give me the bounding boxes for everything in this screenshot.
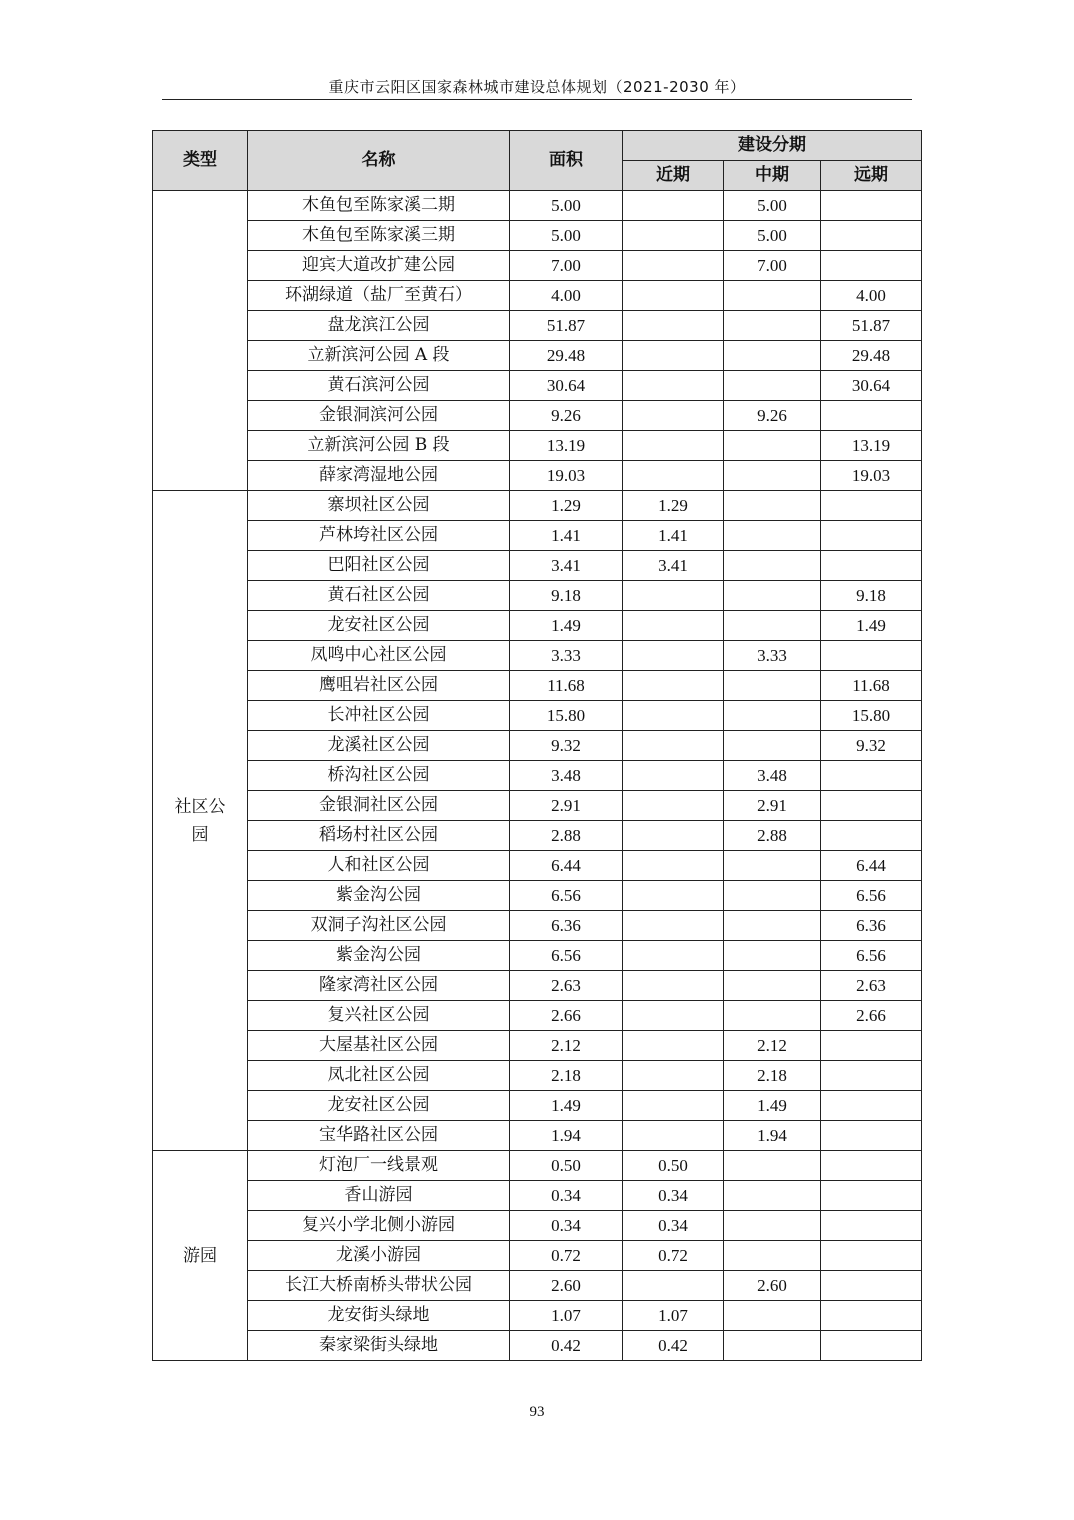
area-cell: 6.56 — [510, 941, 623, 971]
table-row — [153, 1241, 922, 1271]
mid-term-cell: 1.49 — [724, 1091, 821, 1121]
near-term-cell — [623, 911, 724, 941]
table-row — [153, 1211, 922, 1241]
type-label: 游园 — [183, 1245, 217, 1266]
near-term-cell — [623, 461, 724, 491]
mid-term-cell — [724, 1001, 821, 1031]
header-mid: 中期 — [724, 161, 821, 191]
area-cell: 0.34 — [510, 1181, 623, 1211]
table-row — [153, 221, 922, 251]
mid-term-cell: 2.91 — [724, 791, 821, 821]
near-term-cell: 0.42 — [623, 1331, 724, 1361]
name-cell: 薛家湾湿地公园 — [248, 461, 510, 491]
table-row — [153, 941, 922, 971]
long-term-cell — [821, 401, 922, 431]
page-header-title: 重庆市云阳区国家森林城市建设总体规划（2021-2030 年） — [328, 78, 746, 96]
mid-term-cell — [724, 1301, 821, 1331]
table-row — [153, 281, 922, 311]
table-row — [153, 191, 922, 221]
long-term-cell — [821, 821, 922, 851]
near-term-cell — [623, 1031, 724, 1061]
table-row — [153, 341, 922, 371]
long-term-cell: 29.48 — [821, 341, 922, 371]
mid-term-cell — [724, 701, 821, 731]
name-cell: 香山游园 — [248, 1181, 510, 1211]
header-near: 近期 — [623, 161, 724, 191]
mid-term-cell — [724, 611, 821, 641]
mid-term-cell — [724, 911, 821, 941]
mid-term-cell — [724, 341, 821, 371]
table-row — [153, 701, 922, 731]
mid-term-cell — [724, 521, 821, 551]
area-cell: 3.33 — [510, 641, 623, 671]
near-term-cell — [623, 821, 724, 851]
area-cell: 1.94 — [510, 1121, 623, 1151]
near-term-cell: 0.34 — [623, 1211, 724, 1241]
mid-term-cell — [724, 971, 821, 1001]
area-cell: 19.03 — [510, 461, 623, 491]
area-cell: 0.42 — [510, 1331, 623, 1361]
area-cell: 9.18 — [510, 581, 623, 611]
table-row — [153, 731, 922, 761]
near-term-cell: 1.29 — [623, 491, 724, 521]
near-term-cell — [623, 791, 724, 821]
near-term-cell — [623, 731, 724, 761]
near-term-cell — [623, 221, 724, 251]
long-term-cell — [821, 1091, 922, 1121]
long-term-cell: 19.03 — [821, 461, 922, 491]
long-term-cell — [821, 521, 922, 551]
table-row — [153, 521, 922, 551]
table-body — [153, 191, 922, 1361]
table-row — [153, 851, 922, 881]
name-cell: 复兴社区公园 — [248, 1001, 510, 1031]
table-row — [153, 1331, 922, 1361]
table-row — [153, 971, 922, 1001]
long-term-cell: 6.36 — [821, 911, 922, 941]
name-cell: 盘龙滨江公园 — [248, 311, 510, 341]
table-row — [153, 1091, 922, 1121]
name-cell: 迎宾大道改扩建公园 — [248, 251, 510, 281]
long-term-cell — [821, 791, 922, 821]
name-cell: 巴阳社区公园 — [248, 551, 510, 581]
mid-term-cell: 2.88 — [724, 821, 821, 851]
long-term-cell — [821, 1181, 922, 1211]
mid-term-cell — [724, 461, 821, 491]
near-term-cell — [623, 581, 724, 611]
long-term-cell: 4.00 — [821, 281, 922, 311]
area-cell: 30.64 — [510, 371, 623, 401]
mid-term-cell — [724, 1331, 821, 1361]
near-term-cell: 1.41 — [623, 521, 724, 551]
name-cell: 立新滨河公园 B 段 — [248, 431, 510, 461]
area-cell: 2.18 — [510, 1061, 623, 1091]
mid-term-cell — [724, 881, 821, 911]
type-cell — [153, 191, 248, 491]
mid-term-cell — [724, 941, 821, 971]
name-cell: 宝华路社区公园 — [248, 1121, 510, 1151]
table-row — [153, 371, 922, 401]
long-term-cell — [821, 491, 922, 521]
long-term-cell — [821, 1151, 922, 1181]
mid-term-cell: 3.48 — [724, 761, 821, 791]
mid-term-cell: 1.94 — [724, 1121, 821, 1151]
mid-term-cell — [724, 1181, 821, 1211]
mid-term-cell — [724, 1211, 821, 1241]
long-term-cell — [821, 761, 922, 791]
near-term-cell — [623, 851, 724, 881]
area-cell: 29.48 — [510, 341, 623, 371]
near-term-cell — [623, 1001, 724, 1031]
area-cell: 2.60 — [510, 1271, 623, 1301]
name-cell: 环湖绿道（盐厂至黄石） — [248, 281, 510, 311]
table-row — [153, 611, 922, 641]
long-term-cell — [821, 1211, 922, 1241]
long-term-cell — [821, 1121, 922, 1151]
area-cell: 2.91 — [510, 791, 623, 821]
near-term-cell: 0.72 — [623, 1241, 724, 1271]
area-cell: 9.26 — [510, 401, 623, 431]
long-term-cell — [821, 641, 922, 671]
near-term-cell — [623, 881, 724, 911]
area-cell: 5.00 — [510, 221, 623, 251]
mid-term-cell — [724, 281, 821, 311]
name-cell: 龙溪小游园 — [248, 1241, 510, 1271]
header-area: 面积 — [510, 131, 623, 191]
near-term-cell: 3.41 — [623, 551, 724, 581]
name-cell: 金银洞社区公园 — [248, 791, 510, 821]
mid-term-cell — [724, 311, 821, 341]
near-term-cell: 0.34 — [623, 1181, 724, 1211]
long-term-cell — [821, 221, 922, 251]
name-cell: 龙安社区公园 — [248, 611, 510, 641]
near-term-cell — [623, 341, 724, 371]
area-cell: 1.41 — [510, 521, 623, 551]
header-phase-group: 建设分期 — [623, 131, 922, 161]
type-cell — [153, 1151, 248, 1361]
near-term-cell — [623, 671, 724, 701]
long-term-cell: 11.68 — [821, 671, 922, 701]
table-row — [153, 1061, 922, 1091]
name-cell: 寨坝社区公园 — [248, 491, 510, 521]
table-row — [153, 671, 922, 701]
near-term-cell — [623, 611, 724, 641]
near-term-cell: 1.07 — [623, 1301, 724, 1331]
table-row — [153, 1001, 922, 1031]
table-row — [153, 251, 922, 281]
table-row — [153, 581, 922, 611]
header-name: 名称 — [248, 131, 510, 191]
mid-term-cell: 2.12 — [724, 1031, 821, 1061]
name-cell: 凤北社区公园 — [248, 1061, 510, 1091]
mid-term-cell — [724, 1151, 821, 1181]
long-term-cell: 51.87 — [821, 311, 922, 341]
mid-term-cell: 9.26 — [724, 401, 821, 431]
near-term-cell — [623, 1271, 724, 1301]
construction-plan-table — [152, 130, 922, 1361]
near-term-cell — [623, 941, 724, 971]
near-term-cell — [623, 431, 724, 461]
table-row — [153, 1121, 922, 1151]
area-cell: 6.56 — [510, 881, 623, 911]
long-term-cell — [821, 1241, 922, 1271]
long-term-cell: 6.56 — [821, 941, 922, 971]
area-cell: 2.12 — [510, 1031, 623, 1061]
area-cell: 1.07 — [510, 1301, 623, 1331]
name-cell: 木鱼包至陈家溪三期 — [248, 221, 510, 251]
mid-term-cell: 7.00 — [724, 251, 821, 281]
mid-term-cell — [724, 431, 821, 461]
type-cell — [153, 491, 248, 1151]
long-term-cell — [821, 551, 922, 581]
area-cell: 0.72 — [510, 1241, 623, 1271]
name-cell: 复兴小学北侧小游园 — [248, 1211, 510, 1241]
name-cell: 木鱼包至陈家溪二期 — [248, 191, 510, 221]
header-far: 远期 — [821, 161, 922, 191]
near-term-cell — [623, 641, 724, 671]
mid-term-cell: 2.60 — [724, 1271, 821, 1301]
near-term-cell — [623, 281, 724, 311]
area-cell: 4.00 — [510, 281, 623, 311]
near-term-cell: 0.50 — [623, 1151, 724, 1181]
area-cell: 0.34 — [510, 1211, 623, 1241]
table-row — [153, 1151, 922, 1181]
long-term-cell: 1.49 — [821, 611, 922, 641]
long-term-cell — [821, 251, 922, 281]
area-cell: 2.66 — [510, 1001, 623, 1031]
name-cell: 龙安街头绿地 — [248, 1301, 510, 1331]
area-cell: 9.32 — [510, 731, 623, 761]
long-term-cell: 13.19 — [821, 431, 922, 461]
name-cell: 紫金沟公园 — [248, 941, 510, 971]
near-term-cell — [623, 311, 724, 341]
mid-term-cell: 5.00 — [724, 221, 821, 251]
header-type: 类型 — [153, 131, 248, 191]
name-cell: 长江大桥南桥头带状公园 — [248, 1271, 510, 1301]
type-label: 社区公园 — [174, 796, 226, 845]
name-cell: 鹰咀岩社区公园 — [248, 671, 510, 701]
mid-term-cell — [724, 1241, 821, 1271]
long-term-cell: 9.18 — [821, 581, 922, 611]
long-term-cell: 2.66 — [821, 1001, 922, 1031]
area-cell: 2.63 — [510, 971, 623, 1001]
name-cell: 隆家湾社区公园 — [248, 971, 510, 1001]
table-row — [153, 1181, 922, 1211]
near-term-cell — [623, 251, 724, 281]
table-row — [153, 461, 922, 491]
long-term-cell: 2.63 — [821, 971, 922, 1001]
near-term-cell — [623, 371, 724, 401]
name-cell: 凤鸣中心社区公园 — [248, 641, 510, 671]
area-cell: 7.00 — [510, 251, 623, 281]
long-term-cell — [821, 191, 922, 221]
near-term-cell — [623, 191, 724, 221]
table-row — [153, 761, 922, 791]
table-row — [153, 1301, 922, 1331]
name-cell: 芦林垮社区公园 — [248, 521, 510, 551]
near-term-cell — [623, 971, 724, 1001]
table-row — [153, 401, 922, 431]
near-term-cell — [623, 1121, 724, 1151]
area-cell: 2.88 — [510, 821, 623, 851]
long-term-cell — [821, 1301, 922, 1331]
table-row — [153, 1031, 922, 1061]
long-term-cell: 6.56 — [821, 881, 922, 911]
name-cell: 秦家梁街头绿地 — [248, 1331, 510, 1361]
table-row — [153, 791, 922, 821]
area-cell: 5.00 — [510, 191, 623, 221]
name-cell: 立新滨河公园 A 段 — [248, 341, 510, 371]
area-cell: 11.68 — [510, 671, 623, 701]
area-cell: 1.49 — [510, 611, 623, 641]
name-cell: 灯泡厂一线景观 — [248, 1151, 510, 1181]
table-row — [153, 641, 922, 671]
table-row — [153, 881, 922, 911]
name-cell: 桥沟社区公园 — [248, 761, 510, 791]
long-term-cell: 30.64 — [821, 371, 922, 401]
table-row — [153, 821, 922, 851]
long-term-cell: 15.80 — [821, 701, 922, 731]
long-term-cell — [821, 1271, 922, 1301]
name-cell: 黄石滨河公园 — [248, 371, 510, 401]
name-cell: 稻场村社区公园 — [248, 821, 510, 851]
long-term-cell: 6.44 — [821, 851, 922, 881]
area-cell: 6.44 — [510, 851, 623, 881]
name-cell: 双洞子沟社区公园 — [248, 911, 510, 941]
name-cell: 黄石社区公园 — [248, 581, 510, 611]
long-term-cell: 9.32 — [821, 731, 922, 761]
near-term-cell — [623, 1091, 724, 1121]
table-row — [153, 311, 922, 341]
mid-term-cell — [724, 851, 821, 881]
area-cell: 3.41 — [510, 551, 623, 581]
long-term-cell — [821, 1061, 922, 1091]
area-cell: 51.87 — [510, 311, 623, 341]
mid-term-cell — [724, 581, 821, 611]
area-cell: 6.36 — [510, 911, 623, 941]
area-cell: 13.19 — [510, 431, 623, 461]
area-cell: 3.48 — [510, 761, 623, 791]
near-term-cell — [623, 1061, 724, 1091]
table-row — [153, 431, 922, 461]
long-term-cell — [821, 1331, 922, 1361]
name-cell: 人和社区公园 — [248, 851, 510, 881]
table-row — [153, 551, 922, 581]
mid-term-cell — [724, 671, 821, 701]
mid-term-cell — [724, 371, 821, 401]
page-number: 93 — [529, 1404, 545, 1420]
name-cell: 长冲社区公园 — [248, 701, 510, 731]
near-term-cell — [623, 701, 724, 731]
mid-term-cell — [724, 491, 821, 521]
area-cell: 0.50 — [510, 1151, 623, 1181]
table-row — [153, 911, 922, 941]
name-cell: 紫金沟公园 — [248, 881, 510, 911]
near-term-cell — [623, 761, 724, 791]
table-row — [153, 491, 922, 521]
mid-term-cell: 5.00 — [724, 191, 821, 221]
mid-term-cell: 2.18 — [724, 1061, 821, 1091]
mid-term-cell: 3.33 — [724, 641, 821, 671]
long-term-cell — [821, 1031, 922, 1061]
name-cell: 龙安社区公园 — [248, 1091, 510, 1121]
name-cell: 龙溪社区公园 — [248, 731, 510, 761]
area-cell: 15.80 — [510, 701, 623, 731]
mid-term-cell — [724, 551, 821, 581]
area-cell: 1.29 — [510, 491, 623, 521]
name-cell: 大屋基社区公园 — [248, 1031, 510, 1061]
area-cell: 1.49 — [510, 1091, 623, 1121]
name-cell: 金银洞滨河公园 — [248, 401, 510, 431]
mid-term-cell — [724, 731, 821, 761]
table-row — [153, 1271, 922, 1301]
header-divider — [162, 99, 912, 100]
near-term-cell — [623, 401, 724, 431]
